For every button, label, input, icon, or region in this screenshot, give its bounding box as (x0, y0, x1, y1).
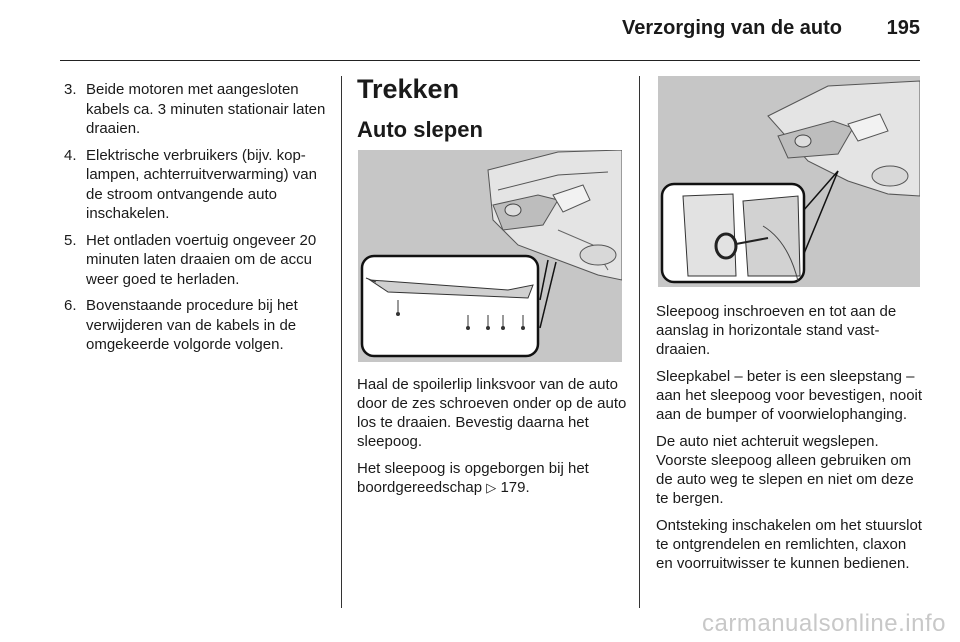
step-number: 3. (64, 81, 77, 98)
paragraph-text: Het sleepoog is opgeborgen bij het boordgereedschap (357, 460, 589, 496)
step-number: 4. (64, 146, 77, 164)
column-divider (341, 76, 342, 608)
step-text: Beide motoren met aangesloten kabels ca. 3 minuten stationair laten draaien. (86, 81, 326, 137)
paragraph: Sleepoog inschroeven en tot aan de aanslag in horizontale stand vastdraaien. (656, 303, 897, 358)
towing-notes (656, 302, 926, 581)
column-divider (639, 76, 640, 608)
page-header (60, 0, 920, 61)
towing-instructions (357, 375, 627, 505)
page-number: 195 (886, 17, 920, 39)
list-item (64, 146, 332, 224)
tow-eye-illustration (658, 76, 920, 287)
header-title: Verzorging van de auto (621, 17, 842, 39)
section-title: Trekken (357, 74, 460, 104)
list-item (64, 231, 332, 290)
list-item (64, 80, 332, 139)
step-number: 6. (64, 297, 77, 314)
paragraph (357, 459, 627, 497)
spoiler-illustration (358, 150, 622, 362)
step-text: Bovenstaande procedure bij het verwijderen van de kabels in de omgekeerde volgorde volgen. (86, 297, 298, 353)
step-text: Het ontladen voertuig ongeveer 20 minuten laten draaien om de accu weer goed te herladen. (86, 231, 317, 288)
list-item (64, 296, 332, 355)
watermark: carmanualsonline.info (702, 610, 946, 637)
reference-arrow-icon: ▷ (486, 480, 497, 495)
paragraph: Ontsteking inschakelen om het stuurslot te ontgrendelen en remlichten, claxon en voorruitwisser te kunnen bedienen. (656, 517, 922, 572)
paragraph: De auto niet achteruit wegslepen. Voorste sleepoog alleen gebruiken om de auto weg te slepen en niet om deze te bergen. (656, 433, 914, 507)
steps-list (64, 80, 332, 362)
car-tow-eye-drawing (658, 76, 920, 287)
car-front-spoiler-drawing (358, 150, 622, 362)
step-text: Elektrische verbruikers (bijv. koplampen, achterruitverwarming) van de stroom ontvangende auto inschakelen. (86, 146, 317, 222)
paragraph: Haal de spoilerlip linksvoor van de auto door de zes schroeven onder op de auto los te draaien. Bevestig daarna het sleepoog. (357, 376, 627, 450)
towing-section (357, 72, 627, 144)
page-reference[interactable]: 179. (500, 479, 530, 496)
paragraph: Sleepkabel – beter is een sleepstang – aan het sleepoog voor bevestigen, nooit aan de bumper of voorwielophanging. (656, 368, 923, 423)
step-number: 5. (64, 231, 77, 249)
subsection-title: Auto slepen (357, 117, 483, 142)
